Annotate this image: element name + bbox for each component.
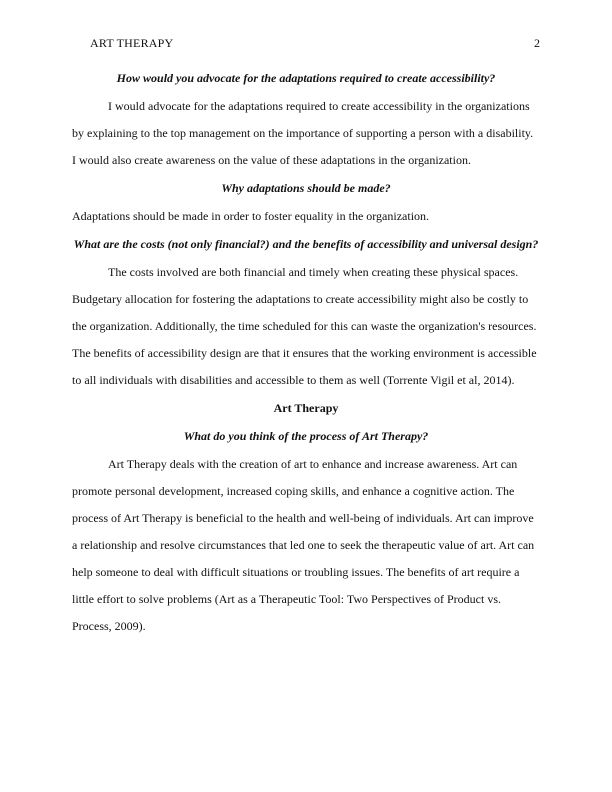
paragraph-advocacy: I would advocate for the adaptations required to create accessibility in the organizations by explaining to the top management on the importance of supporting a person with a disability. I would also create awareness on the value of these adaptations in the organization.	[72, 99, 534, 167]
paragraph-art-therapy: Art Therapy deals with the creation of art to enhance and increase awareness. Art can promote personal development, increased coping skills, and enhance a cognitive action. The process of Art Therapy is beneficial to the health and well-being of individuals. Art can improve a relationship and resolve circumstances that led one to seek the therapeutic value of art. Art can help someone to deal with difficult situations or troubling issues. The benefits of art require a little effort to solve problems (Art as a Therapeutic Tool: Two Perspectives of Product vs. Process, 2009).	[72, 457, 535, 633]
section-title-art-therapy: Art Therapy	[273, 401, 339, 415]
paragraph-costs: The costs involved are both financial and timely when creating these physical spaces. Budgetary allocation for fostering the adaptations to create accessibility might also be costly to the organization. Additionally, the time scheduled for this can waste the organization's resources. The benefits of accessibility design are that it ensures that the working environment is accessible to all individuals with disabilities and accessible to them as well (Torrente Vigil et al, 2014).	[72, 265, 537, 387]
document-body	[72, 64, 540, 640]
page-number: 2	[534, 36, 540, 50]
question-heading-accessibility: How would you advocate for the adaptations required to create accessibility?	[116, 71, 496, 85]
paragraph-equality: Adaptations should be made in order to foster equality in the organization.	[72, 209, 430, 223]
question-heading-costs-benefits: What are the costs (not only financial?) and the benefits of accessibility and universal design?	[73, 237, 539, 251]
question-heading-why-adaptations: Why adaptations should be made?	[221, 181, 391, 195]
question-heading-process: What do you think of the process of Art Therapy?	[183, 429, 429, 443]
running-head-title: ART THERAPY	[90, 36, 174, 50]
